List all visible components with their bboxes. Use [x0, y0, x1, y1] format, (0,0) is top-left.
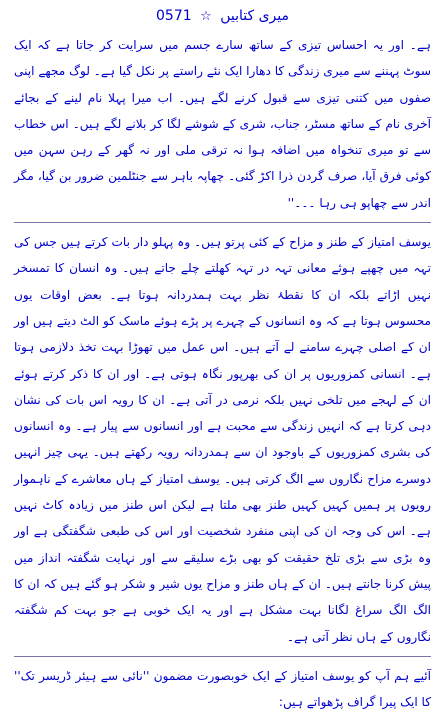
divider: [14, 222, 431, 223]
paragraph-2: یوسف امتیاز کے طنز و مزاح کے کئی پرتو ہیں۔ وہ پہلو دار بات کرتے ہیں جس کی تہہ میں چھپے ہوئے معانی تہہ در تہہ کھلتے چلے جاتے ہیں۔ وہ انسان کا تمسخر نہیں اڑاتے بلکہ ان کا نقطۂ نظر بہت ہمدردانہ ہوتا ہے۔ بعض اوقات یوں محسوس ہوتا ہے کہ وہ انسانوں کے چہرے پر پڑے ہوئے ماسک کو الٹ دیتے ہیں اور ان کے اصلی چہرے سامنے لے آتے ہیں۔ اس عمل میں تھوڑا بہت تخذ دلازمی ہوتا ہے۔ انسانی کمزوریوں پر ان کی بھرپور نگاہ ہوتی ہے۔ اور ان کا ذکر کرتے ہوئے ان کے لہجے میں تلخی نہیں بلکہ نرمی در آتی ہے۔ ان کا رویہ اس بات کی نشان دہی کرتا ہے کہ انہیں زندگی سے محبت ہے اور انسانوں سے پیار ہے۔ وہ انسانوں کی بشری کمزوریوں کے باوجود ان سے ہمدردانہ رویہ رکھتے ہیں۔ یہی چیز انہیں دوسرے مزاح نگاروں سے الگ کرتی ہیں۔ یوسف امتیاز کے ہاں معاشرے کے ناہموار رویوں پر ہمیں کہیں کہیں طنز بھی ملتا ہے لیکن اس طنز میں زیادہ کاٹ نہیں ہے۔ اس کی وجہ ان کی اپنی منفرد شخصیت اور اس کی طبعی شگفتگی ہے اور وہ بڑی سے بڑی تلخ حقیقت کو بھی بڑے سلیقے سے اور نہایت شگفتہ انداز میں پیش کرنا جانتے ہیں۔ ان کے ہاں طنز و مزاح یوں شیر و شکر ہو گئے ہیں کہ ان کا الگ الگ سراغ لگانا بہت مشکل ہے اور یہ ایک خوبی ہے جو بہت کم شگفتہ نگاروں کے ہاں نظر آتی ہے۔: [14, 235, 431, 644]
page-title: میری کتابیں: [220, 8, 289, 24]
paragraph-3: آئیے ہم آپ کو یوسف امتیاز کے ایک خوبصورت مضمون ''نائی سے ہیئر ڈریسر تک'' کا ایک پیرا گراف پڑھواتے ہیں:: [14, 668, 431, 710]
paragraph-1: ہے۔ اور یہ احساس تیزی کے ساتھ سارے جسم میں سرایت کر جاتا ہے کہ ایک سوٹ پہننے سے میری زندگی کا دھارا ایک نئے راستے پر نکل گیا ہے۔ لوگ مجھے اپنی صفوں میں کتنی تیزی سے قبول کرنے لگے ہیں۔ اب میرا پہلا نام لینے کے بجائے آخری نام کے ساتھ مسٹر، جناب، شری کے شوشے لگا کر بلانے لگے ہیں۔ اس خطاب سے تو میری تنخواہ میں اضافہ ہوا نہ ترقی ملی اور نہ گھر کے رہن سہن میں کوئی فرق آیا، صرف گردن ذرا اکڑ گئی۔ چھاپہ باہر سے جنٹلمین ضرور بن گیا، مگر اندر سے چھاپو ہی رہا ۔۔۔'': [14, 38, 431, 210]
divider: [14, 656, 431, 657]
star-icon: ☆: [200, 9, 212, 24]
page-number: 0571: [156, 8, 192, 24]
page-header: [14, 4, 431, 32]
